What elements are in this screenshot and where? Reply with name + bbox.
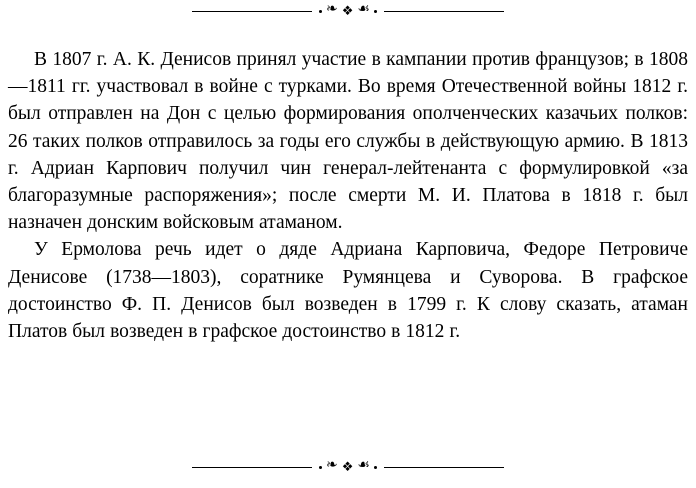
body-text bbox=[0, 46, 696, 345]
ornament-leaf-left-icon: ❧ bbox=[326, 2, 338, 17]
ornament-dot-left bbox=[319, 10, 322, 13]
ornament-divider-bottom bbox=[0, 460, 696, 474]
ornament-rule-right bbox=[384, 11, 504, 12]
ornament-glyph-group bbox=[312, 4, 384, 18]
ornament-rule-left bbox=[192, 11, 312, 12]
paragraph: В 1807 г. А. К. Денисов принял участие в кампании против французов; в 1808—1811 гг. участвовал в войне с турками. Во время Отечественной войны 1812 г. был отправлен на Дон с целью формирования ополченческих казачьих полков: 26 таких полков отправилось за годы его службы в действующую армию. В 1813 г. Адриан Карпович получил чин генерал-лейтенанта с формулировкой «за благоразумные распоряжения»; после смерти М. И. Платова в 1818 г. был назначен донским войсковым атаманом. bbox=[8, 49, 688, 234]
ornament-dot-right bbox=[374, 466, 377, 469]
ornament-leaf-left-icon: ❧ bbox=[326, 458, 338, 473]
ornament-leaf-right-icon: ☙ bbox=[357, 458, 370, 473]
ornament-diamond-icon: ❖ bbox=[341, 2, 354, 18]
ornament-rule-left bbox=[192, 467, 312, 468]
ornament-divider-top bbox=[0, 4, 696, 18]
ornament-diamond-icon: ❖ bbox=[341, 458, 354, 474]
ornament-leaf-right-icon: ☙ bbox=[357, 2, 370, 17]
ornament-dot-right bbox=[374, 10, 377, 13]
ornament-dot-left bbox=[319, 466, 322, 469]
ornament-glyph-group bbox=[312, 460, 384, 474]
ornament-rule-right bbox=[384, 467, 504, 468]
paragraph: У Ермолова речь идет о дяде Адриана Карповича, Федоре Петровиче Денисове (1738—1803), соратнике Румянцева и Суворова. В графское достоинство Ф. П. Денисов был возведен в 1799 г. К слову сказать, атаман Платов был возведен в графское достоинство в 1812 г. bbox=[8, 239, 688, 343]
